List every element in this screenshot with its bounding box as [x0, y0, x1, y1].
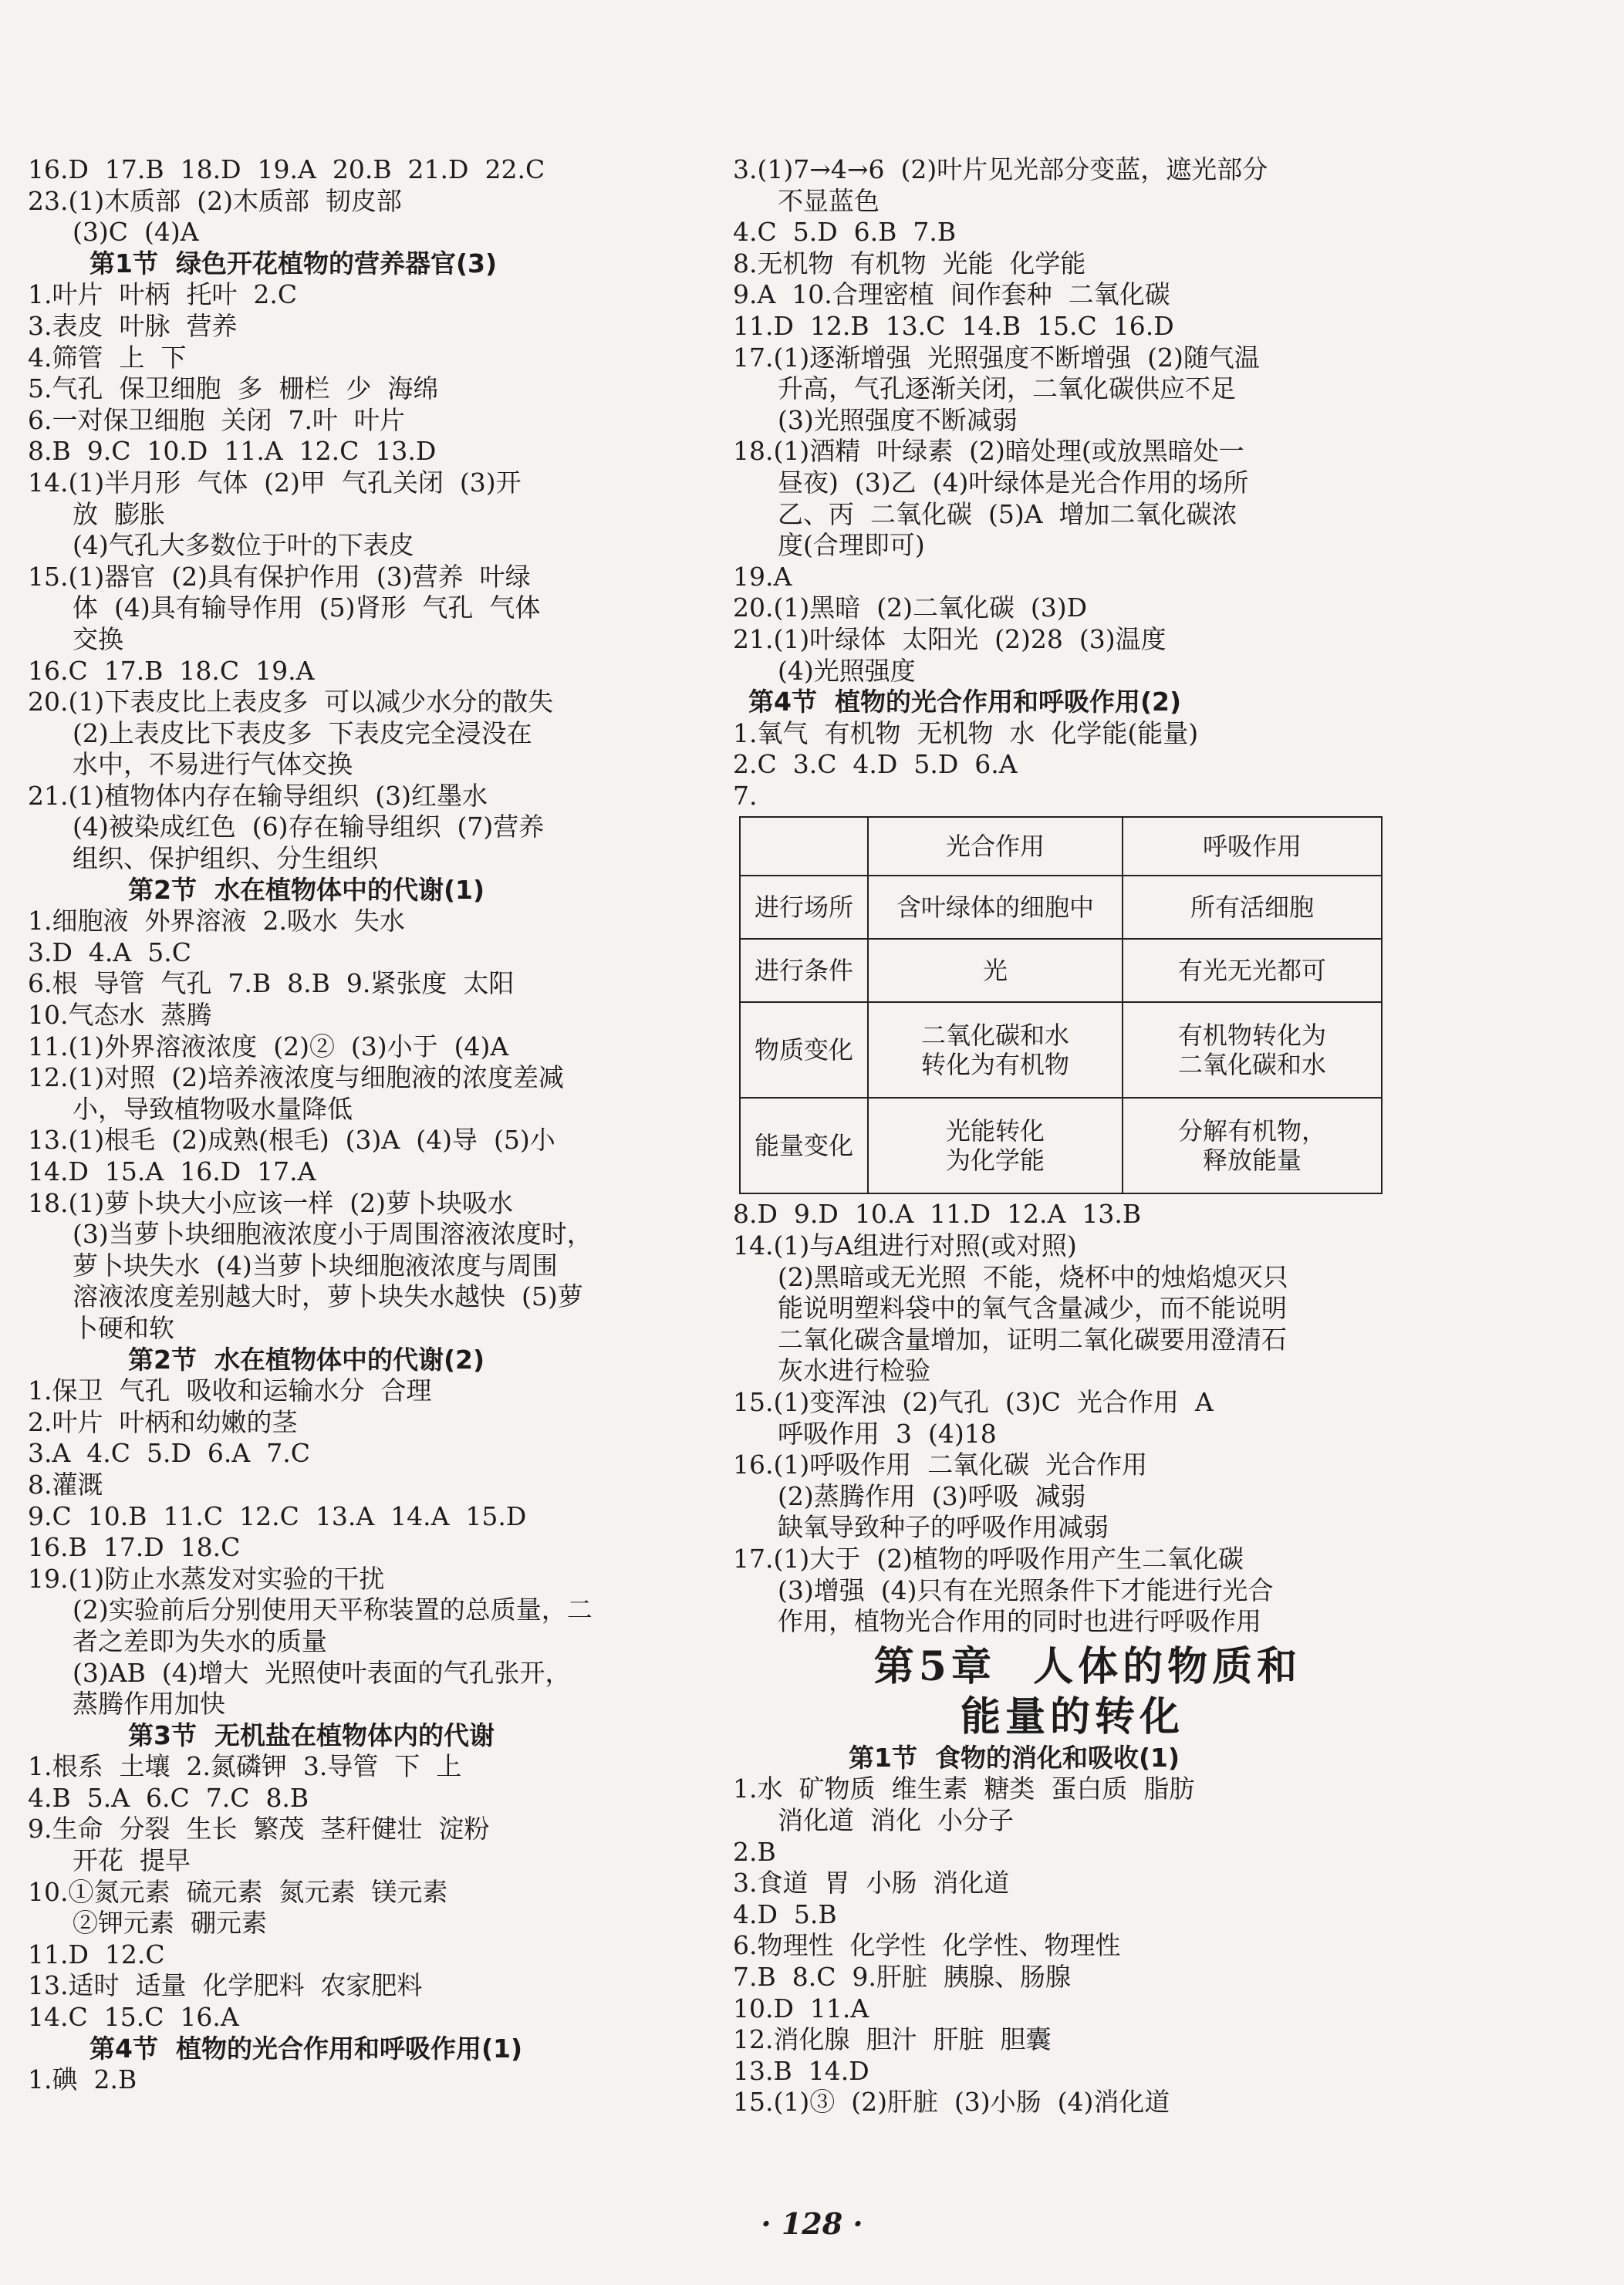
table-cell: 含叶绿体的细胞中 [868, 876, 1123, 939]
answer-line: 14.(1)与A组进行对照(或对照) [733, 1230, 1077, 1261]
answer-line: 10.D 11.A [733, 1993, 869, 2023]
table-cell-line: 释放能量 [1202, 1146, 1302, 1176]
table-cell-line: 光能转化 [945, 1116, 1045, 1146]
answer-line: 1.保卫 气孔 吸收和运输水分 合理 [28, 1375, 432, 1406]
answer-line: (2)实验前后分别使用天平称装置的总质量，二 [73, 1595, 593, 1625]
answer-line: 16.(1)呼吸作用 二氧化碳 光合作用 [733, 1450, 1148, 1480]
answer-line: 溶液浓度差别越大时，萝卜块失水越快 (5)萝 [73, 1281, 583, 1312]
table-header-cell: 呼吸作用 [1123, 817, 1382, 876]
right-top-answers [733, 154, 1412, 812]
table-cell-line: 为化学能 [945, 1146, 1045, 1176]
answer-line: 小，导致植物吸水量降低 [73, 1093, 353, 1124]
answer-line: 12.消化腺 胆汁 肝脏 胆囊 [733, 2024, 1052, 2055]
answer-line: 19.(1)防止水蒸发对实验的干扰 [28, 1563, 385, 1594]
answer-line: 二氧化碳含量增加，证明二氧化碳要用澄清石 [778, 1324, 1287, 1355]
answer-line: 4.B 5.A 6.C 7.C 8.B [28, 1782, 309, 1813]
answer-line: 体 (4)具有输导作用 (5)肾形 气孔 气体 [73, 592, 541, 623]
answer-line: 18.(1)萝卜块大小应该一样 (2)萝卜块吸水 [28, 1187, 513, 1218]
answer-line: 8.D 9.D 10.A 11.D 12.A 13.B [733, 1199, 1142, 1230]
answer-line: 度(合理即可) [778, 530, 925, 561]
answer-line: (3)当萝卜块细胞液浓度小于周围溶液浓度时， [73, 1219, 593, 1250]
answer-line: 3.表皮 叶脉 营养 [28, 310, 238, 341]
table-header-cell [740, 817, 868, 876]
section-heading: 第4节 植物的光合作用和呼吸作用(1) [89, 2033, 523, 2064]
table-cell [1123, 1002, 1382, 1098]
answer-line: 1.根系 土壤 2.氮磷钾 3.导管 下 上 [28, 1751, 462, 1782]
section-heading: 第2节 水在植物体中的代谢(1) [128, 874, 485, 905]
answer-line: 8.灌溉 [28, 1469, 103, 1500]
answer-line: 20.(1)下表皮比上表皮多 可以减少水分的散失 [28, 687, 554, 717]
answer-line: 2.叶片 叶柄和幼嫩的茎 [28, 1406, 298, 1437]
answer-line: (3)AB (4)增大 光照使叶表面的气孔张开， [73, 1657, 571, 1688]
answer-line: 7. [733, 780, 758, 811]
answer-line: 4.D 5.B [733, 1899, 837, 1929]
answer-line: 4.筛管 上 下 [28, 342, 187, 373]
answer-line: 2.B [733, 1836, 776, 1867]
answer-line: 3.食道 胃 小肠 消化道 [733, 1868, 1010, 1899]
right-bottom-answers [733, 1743, 1412, 2118]
answer-line: 10.气态水 蒸腾 [28, 1000, 212, 1031]
answer-line: (2)上表皮比下表皮多 下表皮完全浸没在 [73, 717, 532, 748]
table-row [740, 939, 1382, 1002]
answer-line: 消化道 消化 小分子 [778, 1804, 1014, 1835]
answer-line: 作用，植物光合作用的同时也进行呼吸作用 [778, 1606, 1261, 1637]
answer-line: 6.物理性 化学性 化学性、物理性 [733, 1930, 1121, 1961]
answer-line: 9.生命 分裂 生长 繁茂 茎秆健壮 淀粉 [28, 1814, 490, 1845]
answer-line: 8.无机物 有机物 光能 化学能 [733, 248, 1086, 278]
answer-line: 者之差即为失水的质量 [73, 1625, 327, 1656]
table-cell-line: 二氧化碳和水 [920, 1021, 1069, 1051]
answer-line: 5.气孔 保卫细胞 多 栅栏 少 海绵 [28, 373, 439, 404]
answer-line: (4)被染成红色 (6)存在输导组织 (7)营养 [73, 812, 545, 842]
table-cell: 进行条件 [740, 939, 868, 1002]
answer-line: 7.B 8.C 9.肝脏 胰腺、肠腺 [733, 1961, 1071, 1992]
answer-line: 蒸腾作用加快 [73, 1689, 225, 1720]
answer-line: 乙、丙 二氧化碳 (5)A 增加二氧化碳浓 [778, 498, 1237, 529]
page-number: · 128 · [761, 2206, 863, 2241]
table-cell: 有光无光都可 [1123, 939, 1382, 1002]
answer-line: 18.(1)酒精 叶绿素 (2)暗处理(或放黑暗处一 [733, 436, 1244, 467]
answer-line: 13.(1)根毛 (2)成熟(根毛) (3)A (4)导 (5)小 [28, 1125, 555, 1156]
answer-line: 1.碘 2.B [28, 2064, 137, 2095]
answer-line: 16.C 17.B 18.C 19.A [28, 655, 315, 686]
table-cell [868, 1002, 1123, 1098]
answer-line: 14.D 15.A 16.D 17.A [28, 1156, 316, 1186]
table-cell [868, 1098, 1123, 1193]
answer-line: 交换 [73, 623, 123, 654]
answer-line: 水中，不易进行气体交换 [73, 749, 353, 780]
table-cell [1123, 1098, 1382, 1193]
answer-line: 升高，气孔逐渐关闭，二氧化碳供应不足 [778, 373, 1236, 404]
answer-line: 12.(1)对照 (2)培养液浓度与细胞液的浓度差减 [28, 1062, 564, 1093]
answer-line: 3.A 4.C 5.D 6.A 7.C [28, 1438, 310, 1469]
answer-line: 15.(1)器官 (2)具有保护作用 (3)营养 叶绿 [28, 561, 531, 592]
answer-line: 11.D 12.C [28, 1939, 165, 1969]
answer-line: 开花 提早 [73, 1845, 191, 1876]
answer-line: 4.C 5.D 6.B 7.B [733, 217, 957, 248]
answer-line: 1.细胞液 外界溶液 2.吸水 失水 [28, 906, 405, 937]
answer-line: 15.(1)③ (2)肝脏 (3)小肠 (4)消化道 [733, 2087, 1170, 2118]
answer-line: (2)黑暗或无光照 不能，烧杯中的烛焰熄灭只 [778, 1261, 1288, 1292]
answer-line: 6.根 导管 气孔 7.B 8.B 9.紧张度 太阳 [28, 968, 515, 999]
answer-line: 23.(1)木质部 (2)木质部 韧皮部 [28, 185, 402, 216]
answer-line: 11.(1)外界溶液浓度 (2)② (3)小于 (4)A [28, 1031, 509, 1061]
right-column [733, 154, 1412, 2118]
chapter-title-line2: 能量的转化 [960, 1693, 1184, 1740]
answer-line: 卜硬和软 [73, 1312, 174, 1343]
answer-line: 3.(1)7→4→6 (2)叶片见光部分变蓝，遮光部分 [733, 154, 1268, 184]
answer-line: 21.(1)叶绿体 太阳光 (2)28 (3)温度 [733, 623, 1167, 654]
answer-line: 3.D 4.A 5.C [28, 937, 191, 967]
answer-line: 1.叶片 叶柄 托叶 2.C [28, 279, 298, 310]
chapter-title-line1: 第5章 人体的物质和 [873, 1642, 1302, 1690]
section-heading: 第4节 植物的光合作用和呼吸作用(2) [748, 687, 1182, 717]
table-cell: 能量变化 [740, 1098, 868, 1193]
answer-line: 8.B 9.C 10.D 11.A 12.C 13.D [28, 436, 437, 467]
table-cell: 物质变化 [740, 1002, 868, 1098]
table-cell-line: 分解有机物， [1177, 1116, 1326, 1146]
answer-line: ②钾元素 硼元素 [73, 1908, 267, 1939]
answer-line: 16.B 17.D 18.C [28, 1532, 241, 1563]
table-cell-line: 转化为有机物 [920, 1050, 1069, 1080]
answer-line: 17.(1)逐渐增强 光照强度不断增强 (2)随气温 [733, 342, 1260, 373]
answer-line: (3)增强 (4)只有在光照条件下才能进行光合 [778, 1575, 1274, 1605]
answer-line: 14.(1)半月形 气体 (2)甲 气孔关闭 (3)开 [28, 467, 522, 498]
answer-line: 1.氧气 有机物 无机物 水 化学能(能量) [733, 717, 1199, 748]
table-cell: 进行场所 [740, 876, 868, 939]
answer-line: 9.A 10.合理密植 间作套种 二氧化碳 [733, 279, 1170, 310]
answer-line: 10.①氮元素 硫元素 氮元素 镁元素 [28, 1876, 448, 1907]
answer-line: (3)光照强度不断减弱 [778, 404, 1018, 435]
table-header-row [740, 817, 1382, 876]
table-row [740, 876, 1382, 939]
table-cell-line: 二氧化碳和水 [1177, 1050, 1326, 1080]
answer-line: (4)气孔大多数位于叶的下表皮 [73, 530, 414, 561]
table-cell: 所有活细胞 [1123, 876, 1382, 939]
right-middle-answers [733, 1199, 1412, 1637]
photosynthesis-respiration-table [739, 816, 1383, 1194]
answer-line: 16.D 17.B 18.D 19.A 20.B 21.D 22.C [28, 154, 545, 184]
answer-line: 2.C 3.C 4.D 5.D 6.A [733, 749, 1018, 780]
table-row [740, 1098, 1382, 1193]
left-column [28, 154, 722, 2096]
table-row [740, 1002, 1382, 1098]
answer-line: (2)蒸腾作用 (3)呼吸 减弱 [778, 1480, 1086, 1511]
answer-line: 15.(1)变浑浊 (2)气孔 (3)C 光合作用 A [733, 1387, 1214, 1418]
answer-line: 19.A [733, 561, 792, 592]
answer-line: 放 膨胀 [73, 498, 165, 529]
answer-line: 组织、保护组织、分生组织 [73, 843, 378, 874]
answer-line: 6.一对保卫细胞 关闭 7.叶 叶片 [28, 404, 405, 435]
answer-line: (4)光照强度 [778, 655, 916, 686]
answer-line: 14.C 15.C 16.A [28, 2002, 239, 2033]
answer-line: 21.(1)植物体内存在输导组织 (3)红墨水 [28, 780, 488, 811]
answer-line: 13.B 14.D [733, 2055, 869, 2086]
answer-line: 20.(1)黑暗 (2)二氧化碳 (3)D [733, 592, 1088, 623]
answer-line: 萝卜块失水 (4)当萝卜块细胞液浓度与周围 [73, 1250, 558, 1281]
answer-line: 呼吸作用 3 (4)18 [778, 1418, 997, 1449]
section-heading: 第1节 食物的消化和吸收(1) [849, 1742, 1180, 1773]
answer-line: 昼夜) (3)乙 (4)叶绿体是光合作用的场所 [778, 467, 1249, 498]
answer-line: 1.水 矿物质 维生素 糖类 蛋白质 脂肪 [733, 1774, 1195, 1804]
section-heading: 第2节 水在植物体中的代谢(2) [128, 1344, 485, 1375]
answer-line: 13.适时 适量 化学肥料 农家肥料 [28, 1970, 423, 2001]
answer-line: 不显蓝色 [778, 185, 880, 216]
section-heading: 第1节 绿色开花植物的营养器官(3) [89, 248, 498, 278]
answer-line: (3)C (4)A [73, 217, 199, 248]
answer-line: 缺氧导致种子的呼吸作用减弱 [778, 1512, 1109, 1543]
section-heading: 第3节 无机盐在植物体内的代谢 [128, 1720, 495, 1750]
table-cell: 光 [868, 939, 1123, 1002]
answer-line: 灰水进行检验 [778, 1355, 930, 1386]
answer-line: 能说明塑料袋中的氧气含量减少，而不能说明 [778, 1293, 1287, 1324]
answer-line: 11.D 12.B 13.C 14.B 15.C 16.D [733, 310, 1174, 341]
table-header-cell: 光合作用 [868, 817, 1123, 876]
answer-line: 9.C 10.B 11.C 12.C 13.A 14.A 15.D [28, 1500, 527, 1531]
table-cell-line: 有机物转化为 [1177, 1021, 1326, 1051]
answer-line: 17.(1)大于 (2)植物的呼吸作用产生二氧化碳 [733, 1544, 1244, 1574]
